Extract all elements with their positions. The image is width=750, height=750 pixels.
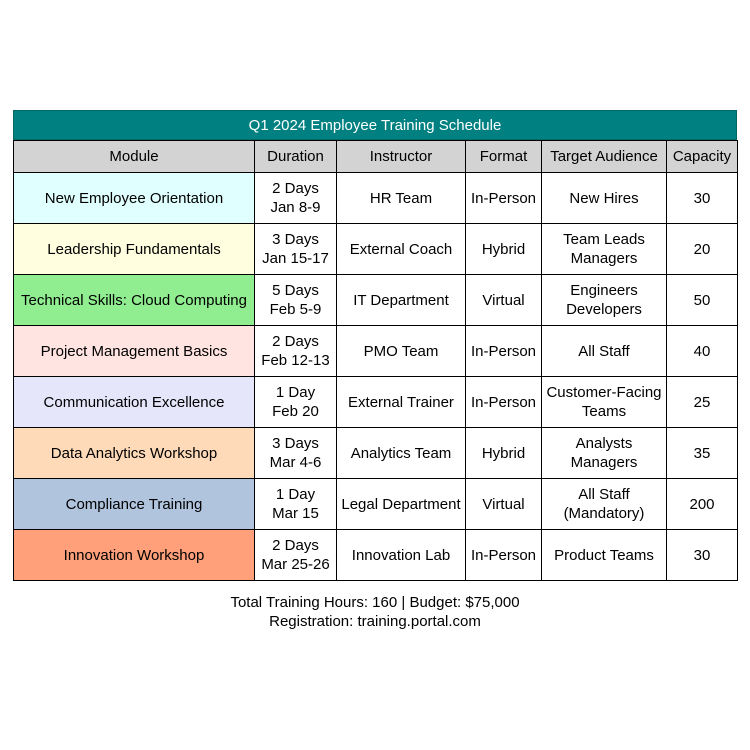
instructor-cell: Innovation Lab [337,530,466,581]
table-row [14,428,738,479]
format-cell: Hybrid [466,224,542,275]
capacity-cell: 30 [667,173,738,224]
audience-cell [542,377,667,428]
instructor-cell: External Trainer [337,377,466,428]
table-row [14,377,738,428]
duration-cell-line: Feb 5-9 [269,301,322,318]
format-cell: In-Person [466,173,542,224]
format-cell: In-Person [466,377,542,428]
audience-cell-line: Team Leads [563,231,645,248]
capacity-cell: 20 [667,224,738,275]
table-row [14,173,738,224]
table-row [14,326,738,377]
duration-cell-line: 1 Day [275,384,316,401]
duration-cell-line: 3 Days [272,231,319,248]
duration-cell-line: Feb 20 [272,403,319,420]
duration-cell [255,428,337,479]
capacity-cell: 35 [667,428,738,479]
schedule-title: Q1 2024 Employee Training Schedule [13,110,737,140]
audience-cell [542,530,667,581]
audience-cell-line: (Mandatory) [563,505,645,522]
audience-cell-line: All Staff [578,342,630,360]
instructor-cell: Analytics Team [337,428,466,479]
capacity-cell: 25 [667,377,738,428]
column-header-module: Module [14,141,255,173]
schedule-body [14,173,738,581]
instructor-cell: HR Team [337,173,466,224]
module-cell: New Employee Orientation [14,173,255,224]
audience-cell-line: All Staff [578,486,630,503]
column-header-capacity: Capacity [667,141,738,173]
duration-cell [255,530,337,581]
audience-cell [542,428,667,479]
footer-registration: Registration: training.portal.com [269,613,481,630]
capacity-cell: 30 [667,530,738,581]
duration-cell-line: 2 Days [272,537,319,554]
column-header-instructor: Instructor [337,141,466,173]
table-row [14,530,738,581]
table-row [14,275,738,326]
format-cell: Virtual [466,479,542,530]
capacity-cell: 200 [667,479,738,530]
instructor-cell: IT Department [337,275,466,326]
format-cell: In-Person [466,530,542,581]
header-row [14,141,738,173]
instructor-cell: Legal Department [337,479,466,530]
instructor-cell: External Coach [337,224,466,275]
duration-cell [255,326,337,377]
instructor-cell: PMO Team [337,326,466,377]
duration-cell [255,224,337,275]
format-cell: In-Person [466,326,542,377]
duration-cell-line: 1 Day [275,486,316,503]
footer-summary: Total Training Hours: 160 | Budget: $75,000 [230,594,520,611]
duration-cell [255,275,337,326]
column-header-format: Format [466,141,542,173]
capacity-cell: 50 [667,275,738,326]
module-cell: Innovation Workshop [14,530,255,581]
duration-cell-line: Jan 15-17 [262,250,329,267]
module-cell: Communication Excellence [14,377,255,428]
module-cell: Leadership Fundamentals [14,224,255,275]
duration-cell-line: 3 Days [272,435,319,452]
audience-cell-line: Managers [570,250,638,267]
column-header-audience: Target Audience [542,141,667,173]
duration-cell-line: Mar 4-6 [269,454,322,471]
duration-cell-line: Jan 8-9 [270,199,321,216]
audience-cell [542,224,667,275]
duration-cell-line: 5 Days [272,282,319,299]
footer [0,593,750,631]
duration-cell-line: 2 Days [272,333,319,350]
duration-cell-line: Feb 12-13 [261,352,330,369]
table-row [14,479,738,530]
module-cell: Data Analytics Workshop [14,428,255,479]
module-cell: Compliance Training [14,479,255,530]
audience-cell-line: Teams [581,403,627,420]
duration-cell [255,479,337,530]
duration-cell [255,173,337,224]
audience-cell-line: Customer-Facing [546,384,662,401]
duration-cell-line: Mar 15 [272,505,319,522]
schedule-table [13,140,738,581]
format-cell: Virtual [466,275,542,326]
duration-cell-line: 2 Days [272,180,319,197]
audience-cell [542,479,667,530]
duration-cell-line: Mar 25-26 [261,556,330,573]
column-header-duration: Duration [255,141,337,173]
audience-cell-line: Analysts [575,435,633,452]
module-cell: Project Management Basics [14,326,255,377]
duration-cell [255,377,337,428]
audience-cell [542,173,667,224]
audience-cell-line: Product Teams [554,546,654,564]
audience-cell-line: New Hires [569,189,639,207]
capacity-cell: 40 [667,326,738,377]
audience-cell [542,275,667,326]
audience-cell [542,326,667,377]
format-cell: Hybrid [466,428,542,479]
module-cell: Technical Skills: Cloud Computing [14,275,255,326]
audience-cell-line: Managers [570,454,638,471]
table-row [14,224,738,275]
audience-cell-line: Engineers [570,282,638,299]
audience-cell-line: Developers [566,301,642,318]
